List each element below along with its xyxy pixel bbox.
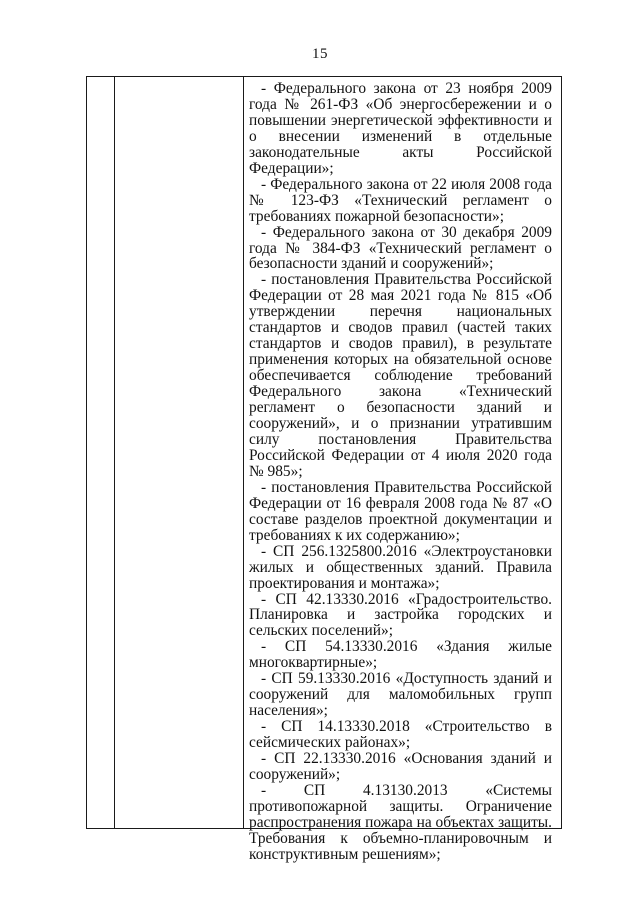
table-column-divider: [114, 77, 115, 828]
list-item: - СП 42.13330.2016 «Градостроительство. Планировка и застройка городских и сельских поселений»;: [249, 590, 552, 640]
list-item: - СП 54.13330.2016 «Здания жилые многоквартирные»;: [249, 638, 552, 672]
list-item: - СП 14.13330.2018 «Строительство в сейсмических районах»;: [249, 718, 552, 752]
legal-references-list: [249, 81, 552, 863]
list-item: - СП 4.13130.2013 «Системы противопожарной защиты. Ограничение распространения пожара на объектах защиты. Требования к объемно-планировочным и конструктивным решениям»;: [249, 781, 552, 863]
list-item: - постановления Правительства Российской Федерации от 28 мая 2021 года № 815 «Об утверждении перечня национальных стандартов и сводов правил (частей таких стандартов и сводов правил), в результате применения которых на обязательной основе обеспечивается соблюдение требований Федерального закона «Технический регламент о безопасности зданий и сооружений», и о признании утратившим силу постановления Правительства Российской Федерации от 4 июля 2020 года № 985»;: [249, 271, 552, 480]
list-item: - Федерального закона от 30 декабря 2009 года № 384-ФЗ «Технический регламент о безопасности зданий и сооружений»;: [249, 223, 552, 273]
list-item: - постановления Правительства Российской Федерации от 16 февраля 2008 года № 87 «О составе разделов проектной документации и требованиях к их содержанию»;: [249, 478, 552, 544]
list-item: - СП 256.1325800.2016 «Электроустановки жилых и общественных зданий. Правила проектирования и монтажа»;: [249, 542, 552, 592]
document-table: [86, 76, 562, 863]
list-item: - Федерального закона от 23 ноября 2009 года № 261-ФЗ «Об энергосбережении и о повышении энергетической эффективности и о внесении изменений в отдельные законодательные акты Российской Федерации»;: [249, 80, 552, 177]
list-item: - СП 59.13330.2016 «Доступность зданий и сооружений для маломобильных групп населения»;: [249, 670, 552, 720]
page-number: 15: [312, 46, 328, 62]
list-item: - СП 22.13330.2016 «Основания зданий и сооружений»;: [249, 750, 552, 783]
list-item: - Федерального закона от 22 июля 2008 года № 123-ФЗ «Технический регламент о требованиях пожарной безопасности»;: [249, 175, 552, 225]
table-column-divider: [243, 77, 244, 828]
